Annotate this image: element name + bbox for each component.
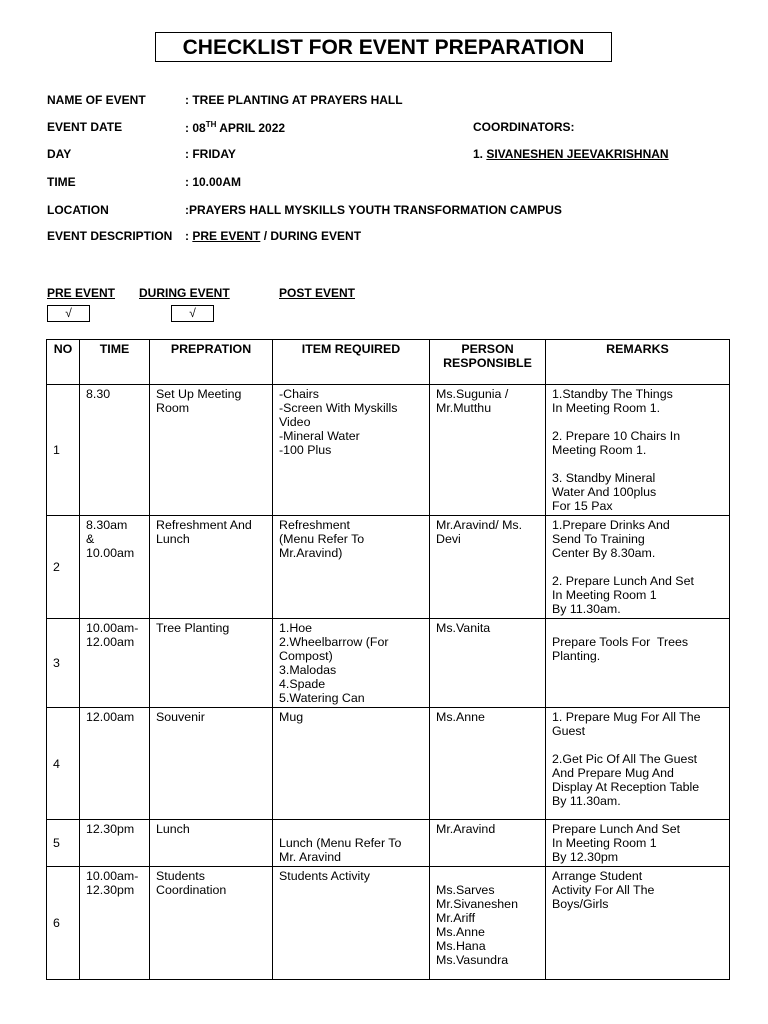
row-preparation: Lunch [150, 820, 273, 867]
table-header-row [47, 340, 730, 385]
row-preparation: Tree Planting [150, 619, 273, 708]
header-remarks: REMARKS [546, 340, 730, 385]
header-person-responsible: PERSON RESPONSIBLE [430, 340, 546, 385]
row-item-required: Mug [273, 708, 430, 820]
event-description-value: : PRE EVENT / DURING EVENT [185, 229, 362, 243]
row-preparation: Students Coordination [150, 867, 273, 980]
row-remarks: 1.Prepare Drinks And Send To Training Center By 8.30am. 2. Prepare Lunch And Set In Meeting Room 1 By 11.30am. [546, 516, 730, 619]
name-of-event-value: : TREE PLANTING AT PRAYERS HALL [185, 93, 403, 107]
row-remarks: 1.Standby The Things In Meeting Room 1. 2. Prepare 10 Chairs In Meeting Room 1. 3. Standby Mineral Water And 100plus For 15 Pax [546, 385, 730, 516]
pre-event-checkbox[interactable]: √ [47, 305, 90, 322]
row-person-responsible: Ms.Anne [430, 708, 546, 820]
table-row [47, 619, 730, 708]
row-time: 8.30am & 10.00am [80, 516, 150, 619]
row-person-responsible: Mr.Aravind [430, 820, 546, 867]
event-date-label: EVENT DATE [47, 120, 123, 134]
row-person-responsible: Ms.Sugunia / Mr.Mutthu [430, 385, 546, 516]
phase-post-event: POST EVENT [279, 286, 356, 300]
header-no: NO [47, 340, 80, 385]
page-title: CHECKLIST FOR EVENT PREPARATION [155, 32, 612, 62]
location-label: LOCATION [47, 203, 109, 217]
event-date-value: : 08TH APRIL 2022 [185, 120, 286, 135]
table-row [47, 867, 730, 980]
table-row [47, 385, 730, 516]
row-person-responsible: Ms.Vanita [430, 619, 546, 708]
day-label: DAY [47, 147, 72, 161]
row-number: 2 [47, 516, 80, 619]
row-item-required: Refreshment (Menu Refer To Mr.Aravind) [273, 516, 430, 619]
row-time: 12.30pm [80, 820, 150, 867]
row-item-required: -Chairs -Screen With Myskills Video -Mineral Water -100 Plus [273, 385, 430, 516]
day-value: : FRIDAY [185, 147, 236, 161]
location-value: :PRAYERS HALL MYSKILLS YOUTH TRANSFORMATION CAMPUS [185, 203, 562, 217]
coordinator-1: 1. SIVANESHEN JEEVAKRISHNAN [473, 147, 669, 161]
row-time: 10.00am- 12.30pm [80, 867, 150, 980]
row-preparation: Set Up Meeting Room [150, 385, 273, 516]
row-item-required: Lunch (Menu Refer To Mr. Aravind [273, 820, 430, 867]
row-remarks: 1. Prepare Mug For All The Guest 2.Get Pic Of All The Guest And Prepare Mug And Display At Reception Table By 11.30am. [546, 708, 730, 820]
row-person-responsible: Ms.Sarves Mr.Sivaneshen Mr.Ariff Ms.Anne Ms.Hana Ms.Vasundra [430, 867, 546, 980]
row-number: 6 [47, 867, 80, 980]
time-label: TIME [47, 175, 76, 189]
table-row [47, 516, 730, 619]
coordinators-label: COORDINATORS: [473, 120, 575, 134]
row-item-required: Students Activity [273, 867, 430, 980]
name-of-event-label: NAME OF EVENT [47, 93, 146, 107]
table-row [47, 708, 730, 820]
row-remarks: Prepare Tools For Trees Planting. [546, 619, 730, 708]
row-number: 4 [47, 708, 80, 820]
row-remarks: Prepare Lunch And Set In Meeting Room 1 By 12.30pm [546, 820, 730, 867]
checklist-table [46, 339, 730, 980]
row-number: 5 [47, 820, 80, 867]
phase-pre-event: PRE EVENT [47, 286, 116, 300]
header-item-required: ITEM REQUIRED [273, 340, 430, 385]
table-row [47, 820, 730, 867]
row-item-required: 1.Hoe 2.Wheelbarrow (For Compost) 3.Malodas 4.Spade 5.Watering Can [273, 619, 430, 708]
phase-during-event: DURING EVENT [139, 286, 230, 300]
event-description-label: EVENT DESCRIPTION [47, 229, 173, 243]
row-number: 3 [47, 619, 80, 708]
row-remarks: Arrange Student Activity For All The Boys/Girls [546, 867, 730, 980]
header-preparation: PREPRATION [150, 340, 273, 385]
header-time: TIME [80, 340, 150, 385]
row-time: 8.30 [80, 385, 150, 516]
row-preparation: Refreshment And Lunch [150, 516, 273, 619]
time-value: : 10.00AM [185, 175, 242, 189]
row-person-responsible: Mr.Aravind/ Ms. Devi [430, 516, 546, 619]
row-number: 1 [47, 385, 80, 516]
row-time: 10.00am- 12.00am [80, 619, 150, 708]
during-event-checkbox[interactable]: √ [171, 305, 214, 322]
row-preparation: Souvenir [150, 708, 273, 820]
row-time: 12.00am [80, 708, 150, 820]
